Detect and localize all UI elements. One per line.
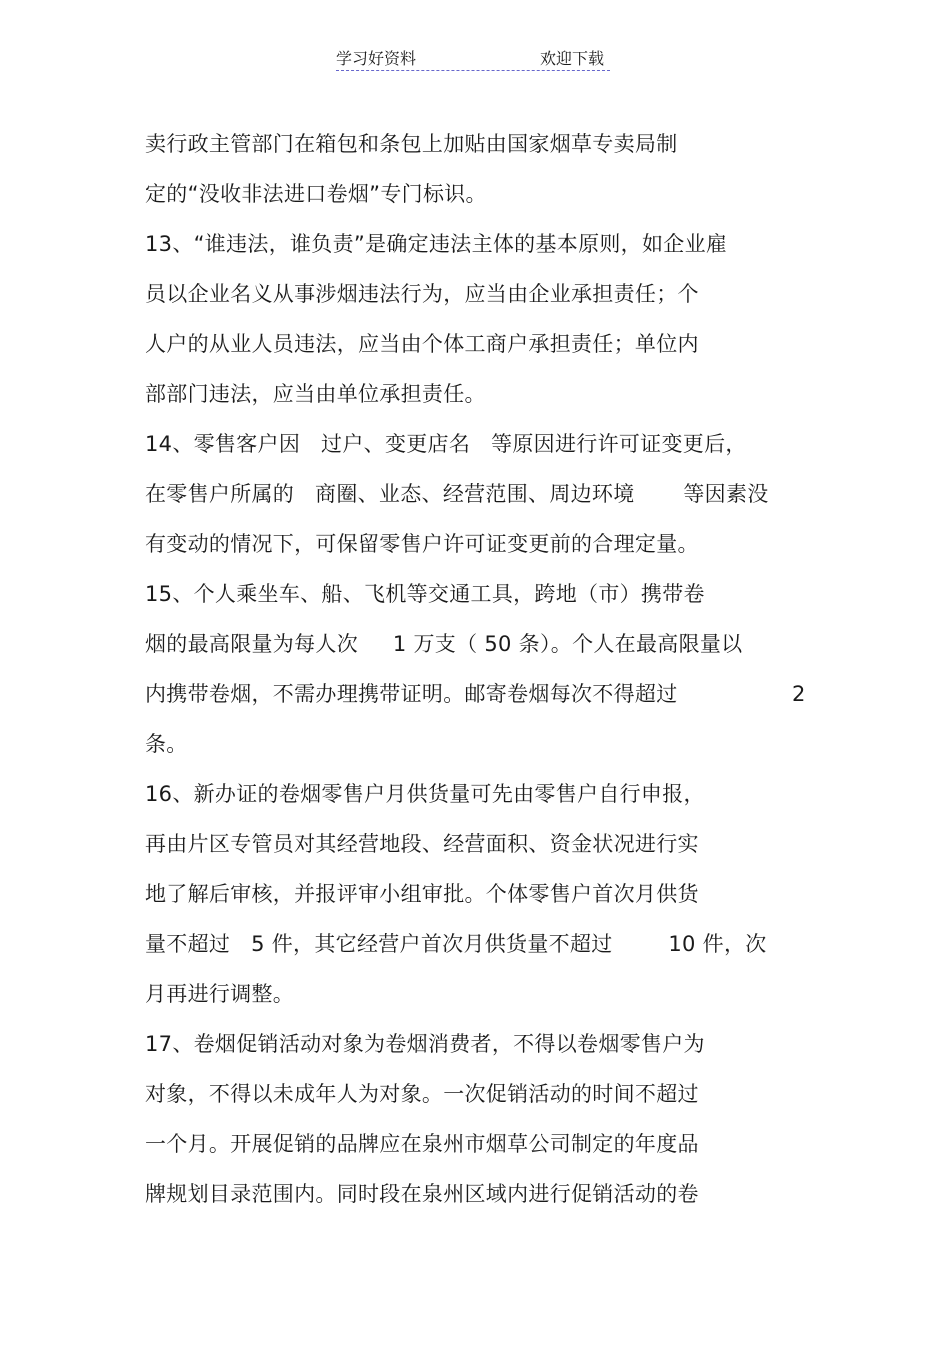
text-line: 有变动的情况下，可保留零售户许可证变更前的合理定量。 [145, 532, 699, 556]
text-line: 在零售户所属的 商圈、业态、经营范围、周边环境 等因素没 [145, 482, 769, 506]
text-line: 员以企业名义从事涉烟违法行为，应当由企业承担责任；个 [145, 282, 699, 306]
text-line: 卖行政主管部门在箱包和条包上加贴由国家烟草专卖局制 [145, 132, 678, 156]
text-line: 牌规划目录范围内。同时段在泉州区域内进行促销活动的卷 [145, 1182, 699, 1206]
header-right-text: 欢迎下载 [540, 49, 605, 68]
header-left-text: 学习好资料 [336, 49, 417, 68]
text-line: 烟的最高限量为每人次 1 万支（ 50 条）。个人在最高限量以 [145, 632, 743, 656]
text-line: 一个月。开展促销的品牌应在泉州市烟草公司制定的年度品 [145, 1132, 699, 1156]
text-line: 月再进行调整。 [145, 982, 295, 1006]
page-header [0, 48, 950, 74]
text-line: 部部门违法，应当由单位承担责任。 [145, 382, 486, 406]
text-line: 内携带卷烟，不需办理携带证明。邮寄卷烟每次不得超过 [145, 682, 678, 706]
text-line: 再由片区专管员对其经营地段、经营面积、资金状况进行实 [145, 832, 699, 856]
text-line: 对象，不得以未成年人为对象。一次促销活动的时间不超过 [145, 1082, 699, 1106]
header-divider [336, 70, 610, 71]
text-line: 17、卷烟促销活动对象为卷烟消费者，不得以卷烟零售户为 [145, 1032, 705, 1056]
text-line: 15、个人乘坐车、船、飞机等交通工具，跨地（市）携带卷 [145, 582, 705, 606]
text-line: 量不超过 5 件，其它经营户首次月供货量不超过 10 件，次 [145, 932, 767, 956]
text-line: 16、新办证的卷烟零售户月供货量可先由零售户自行申报， [145, 782, 705, 806]
trailing-number: 2 [792, 682, 806, 706]
text-line: 14、零售客户因 过户、变更店名 等原因进行许可证变更后， [145, 432, 747, 456]
text-line: 定的“没收非法进口卷烟”专门标识。 [145, 182, 487, 206]
text-line: 条。 [145, 732, 188, 756]
text-line: 地了解后审核，并报评审小组审批。个体零售户首次月供货 [145, 882, 699, 906]
text-line: 人户的从业人员违法，应当由个体工商户承担责任；单位内 [145, 332, 699, 356]
text-line: 13、“谁违法，谁负责”是确定违法主体的基本原则，如企业雇 [145, 232, 728, 256]
